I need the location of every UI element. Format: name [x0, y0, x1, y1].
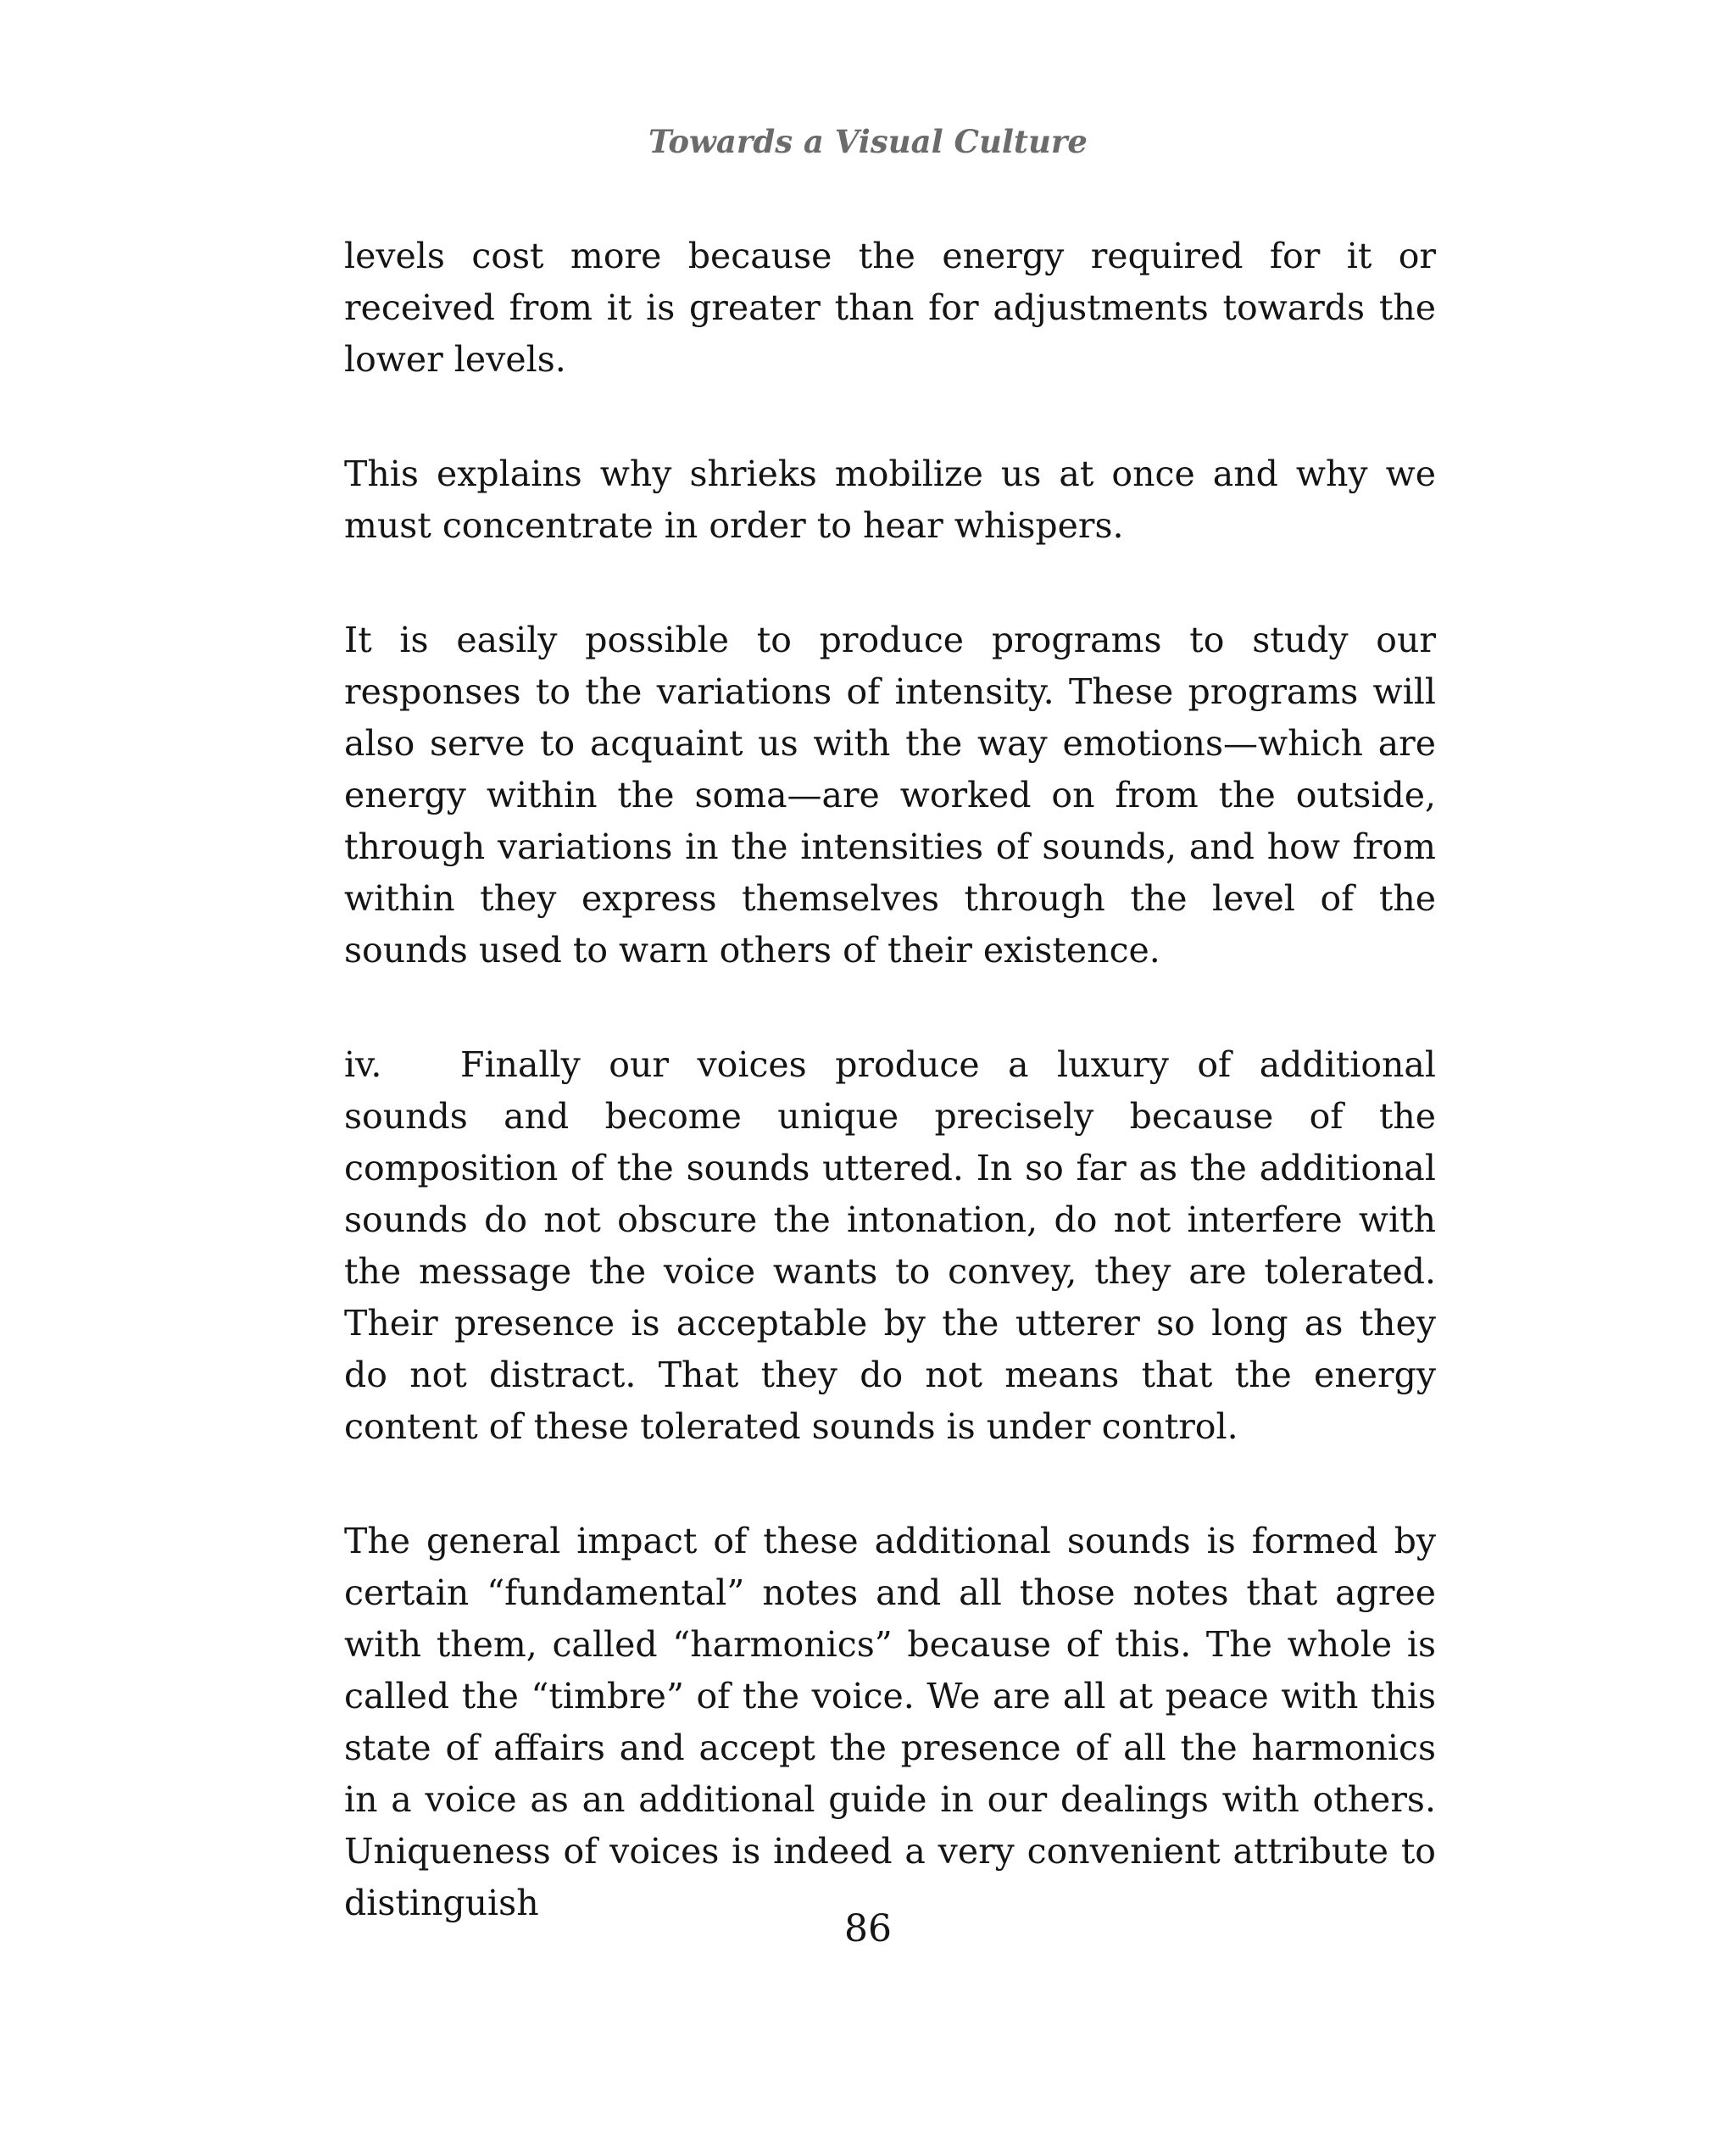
- page-body: [344, 231, 1436, 1992]
- paragraph-5: The general impact of these additional sounds is formed by certain “fundamental” notes and all those notes that agree with them, called “harmonics” because of this. The whole is called the “timbre” of the voice. We are all at peace with this state of affairs and accept the presence of all the harmonics in a voice as an additional guide in our dealings with others. Uniqueness of voices is indeed a very convenient attribute to distinguish: [344, 1521, 1436, 1923]
- list-marker: iv.: [344, 1044, 382, 1085]
- paragraph-2: This explains why shrieks mobilize us at once and why we must concentrate in order to hear whispers.: [344, 453, 1436, 546]
- running-title: Towards a Visual Culture: [648, 123, 1088, 160]
- list-item-iv: [344, 1039, 1436, 1453]
- list-item-text: Finally our voices produce a luxury of additional sounds and become unique precisely because of the composition of the sounds uttered. In so far as the additional sounds do not obscure the intonation, do not interfere with the message the voice wants to convey, they are tolerated. Their presence is acceptable by the utterer so long as they do not distract. That they do not means that the energy content of these tolerated sounds is under control.: [344, 1044, 1436, 1447]
- paragraph-3: It is easily possible to produce programs to study our responses to the variations of intensity. These programs will also serve to acquaint us with the way emotions—which are energy within the soma—are worked on from the outside, through variations in the intensities of sounds, and how from within they express themselves through the level of the sounds used to warn others of their existence.: [344, 620, 1436, 971]
- paragraph-1: levels cost more because the energy required for it or received from it is greater than for adjustments towards the lower levels.: [344, 236, 1436, 380]
- page-number: 86: [844, 1907, 892, 1950]
